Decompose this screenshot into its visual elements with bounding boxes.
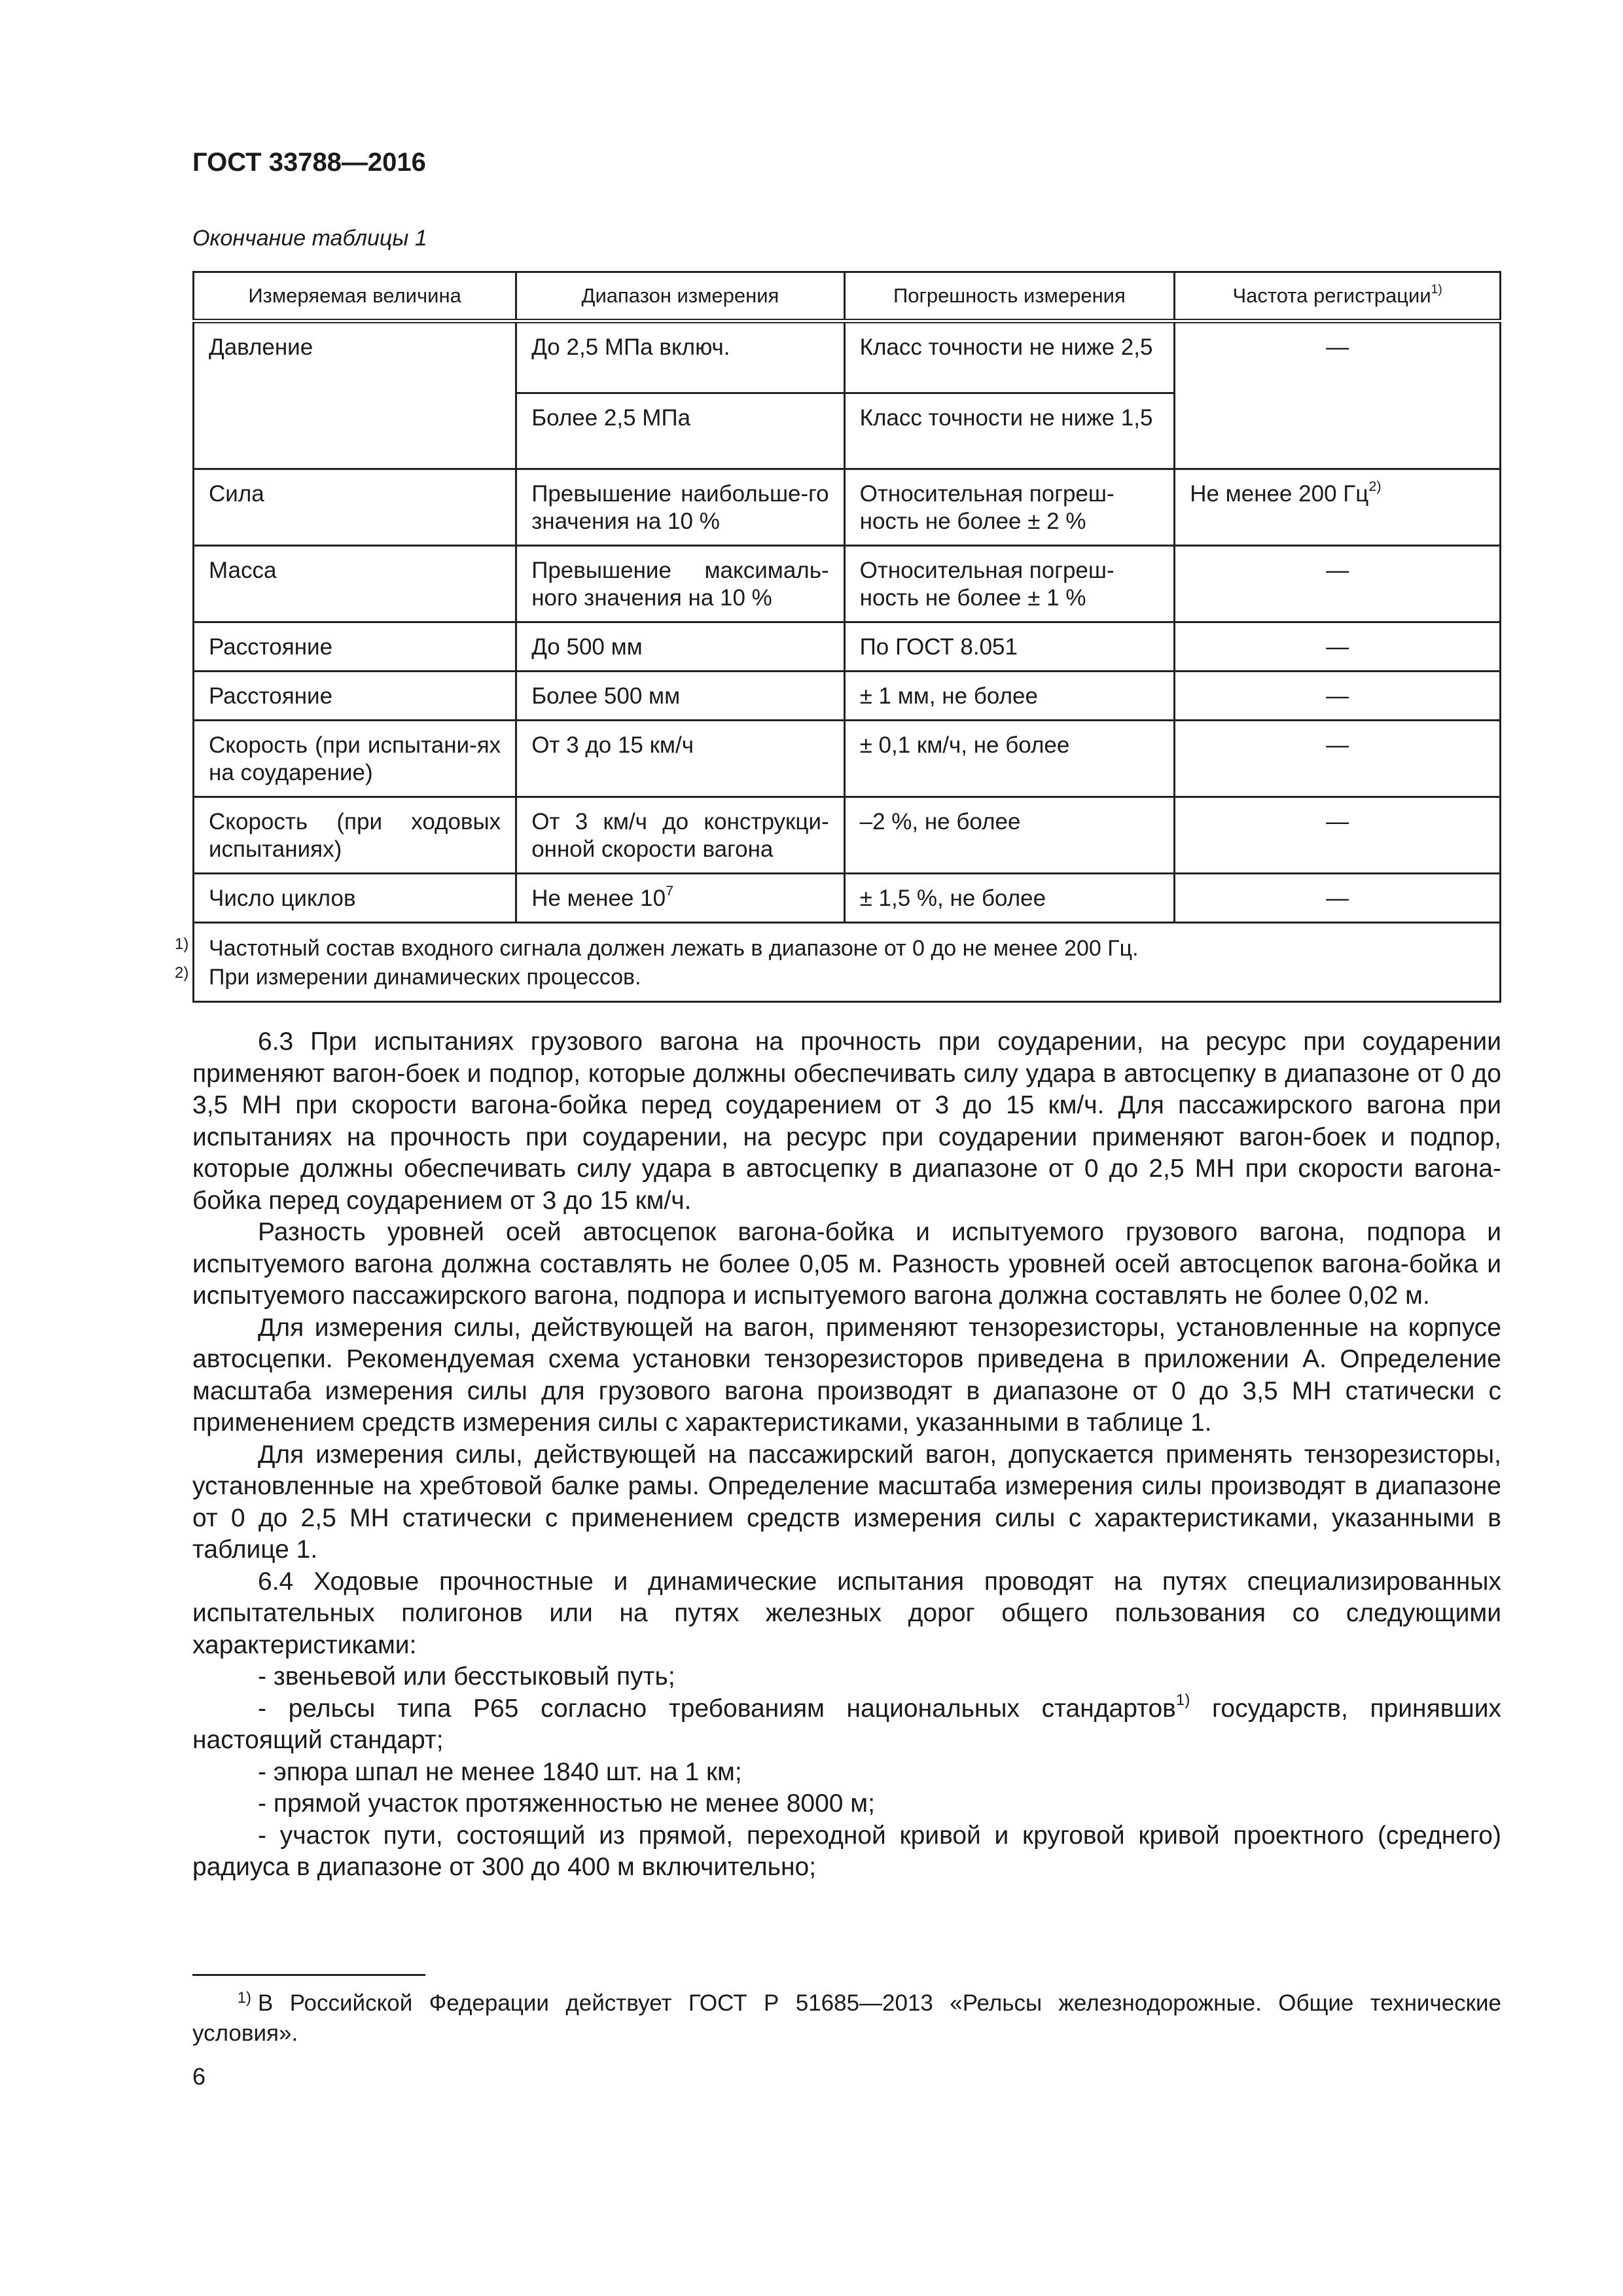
paragraph: Разность уровней осей автосцепок вагона-бойка и испытуемого грузового вагона, подпора и испытуемого вагона должна составлять не более 0,05 м. Разность уровней осей автосцепок вагона-бойка и испытуемого пассажирского вагона, подпора и испытуемого вагона должна составлять не более 0,02 м. [192,1218,1501,1310]
list-item-text: государств, принявших настоящий стандарт; [192,1694,1502,1754]
footnote-ref: 1) [1175,1691,1190,1709]
cell-range: До 2,5 МПа включ. [516,321,844,393]
page-number: 6 [192,2063,206,2090]
column-header: Погрешность измерения [844,272,1175,321]
footnote-text: В Российской Федерации действует ГОСТ Р 51685—2013 «Рельсы железнодорожные. Общие технические условия». [192,1990,1501,2046]
cell-quantity: Расстояние [194,622,516,672]
cell-frequency: — [1175,321,1501,469]
cell-quantity: Давление [194,321,516,469]
cell-frequency: — [1175,797,1501,874]
note-mark: 2) [175,964,189,982]
table-row [194,546,1501,622]
page-header-standard: ГОСТ 33788—2016 [192,148,426,177]
list-item [192,1693,1501,1757]
footnote-mark: 1) [237,1989,251,2007]
cell-frequency: — [1175,546,1501,622]
table-row [194,874,1501,923]
table-row [194,469,1501,546]
cell-frequency: — [1175,874,1501,923]
measurement-table [175,271,1501,1003]
table-header-row [194,272,1501,321]
cell-frequency: — [1175,721,1501,797]
footnote-ref: 2) [1368,478,1382,495]
list-item: - прямой участок протяженностью не менее 8000 м; [258,1789,875,1818]
list-item: - эпюра шпал не менее 1840 шт. на 1 км; [258,1757,742,1786]
cell-accuracy: Относительная погреш-ность не более ± 2 % [844,469,1175,546]
table-row [194,721,1501,797]
range-text: Не менее 10 [531,886,666,911]
column-header: Измеряемая величина [194,272,516,321]
cell-accuracy: ± 1,5 %, не более [844,874,1175,923]
note-mark: 1) [175,935,189,953]
cell-accuracy: Класс точности не ниже 1,5 [844,393,1175,469]
column-header-text: Частота регистрации [1232,284,1431,307]
cell-quantity: Скорость (при ходовых испытаниях) [194,797,516,874]
cell-accuracy: По ГОСТ 8.051 [844,622,1175,672]
list-item-text: - рельсы типа Р65 согласно требованиям национальных стандартов [258,1694,1176,1723]
body-text [192,1026,1501,1884]
column-header: Диапазон измерения [516,272,844,321]
page-footnote [192,1983,1501,2049]
table-caption: Окончание таблицы 1 [192,226,427,251]
cell-accuracy: –2 %, не более [844,797,1175,874]
table-notes-row [194,923,1501,1002]
cell-range: Превышение наибольше-го значения на 10 % [516,469,844,546]
cell-range: Более 500 мм [516,672,844,721]
cell-frequency [1175,469,1501,546]
cell-quantity: Масса [194,546,516,622]
cell-accuracy: ± 0,1 км/ч, не более [844,721,1175,797]
cell-range: Более 2,5 МПа [516,393,844,469]
note-text: Частотный состав входного сигнала должен лежать в диапазоне от 0 до не менее 200 Гц. [209,936,1139,961]
cell-range: От 3 до 15 км/ч [516,721,844,797]
exponent: 7 [666,882,674,899]
cell-quantity: Расстояние [194,672,516,721]
cell-range: Превышение максималь-ного значения на 10 % [516,546,844,622]
list-item: - участок пути, состоящий из прямой, переходной кривой и круговой кривой проектного (среднего) радиуса в диапазоне от 300 до 400 м включительно; [192,1821,1501,1881]
table-note [175,963,1485,992]
frequency-text: Не менее 200 Гц [1190,481,1369,507]
footnote-divider [192,1974,425,1976]
paragraph: 6.3 При испытаниях грузового вагона на прочность при соударении, на ресурс при соударении применяют вагон-боек и подпор, которые должны обеспечивать силу удара в автосцепку в диапазоне от 0 до 3,5 МН при скорости вагона-бойка перед соударением от 3 до 15 км/ч. Для пассажирского вагона при испытаниях на прочность при соударении, на ресурс при соударении применяют вагон-боек и подпор, которые должны обеспечивать силу удара в автосцепку в диапазоне от 0 до 2,5 МН при скорости вагона-бойка перед соударением от 3 до 15 км/ч. [192,1028,1501,1215]
table-row [194,321,1501,393]
table-row [194,797,1501,874]
cell-frequency: — [1175,622,1501,672]
table-notes [175,923,1501,1002]
footnote-ref: 1) [1431,282,1442,296]
list-item: - звеньевой или бесстыковый путь; [258,1662,675,1691]
cell-range [516,874,844,923]
note-text: При измерении динамических процессов. [209,965,641,990]
cell-range: От 3 км/ч до конструкци-онной скорости вагона [516,797,844,874]
column-header-frequency [1175,272,1501,321]
table-row [194,672,1501,721]
paragraph: 6.4 Ходовые прочностные и динамические испытания проводят на путях специализированных испытательных полигонов или на путях железных дорог общего пользования со следующими характеристиками: [192,1567,1501,1659]
paragraph: Для измерения силы, действующей на пассажирский вагон, допускается применять тензорезисторы, установленные на хребтовой балке рамы. Определение масштаба измерения силы производят в диапазоне от 0 до 2,5 МН статически с применением средств измерения силы с характеристиками, указанными в таблице 1. [192,1440,1501,1564]
cell-accuracy: ± 1 мм, не более [844,672,1175,721]
cell-quantity: Число циклов [194,874,516,923]
cell-accuracy: Относительная погреш-ность не более ± 1 % [844,546,1175,622]
cell-quantity: Сила [194,469,516,546]
table-note [175,934,1485,963]
cell-accuracy: Класс точности не ниже 2,5 [844,321,1175,393]
cell-range: До 500 мм [516,622,844,672]
paragraph: Для измерения силы, действующей на вагон, применяют тензорезисторы, установленные на корпусе автосцепки. Рекомендуемая схема установки тензорезисторов приведена в приложении А. Определение масштаба измерения силы для грузового вагона производят в диапазоне от 0 до 3,5 МН статически с применением средств измерения силы с характеристиками, указанными в таблице 1. [192,1313,1501,1437]
table-row [194,622,1501,672]
cell-quantity: Скорость (при испытани-ях на соударение) [194,721,516,797]
cell-frequency: — [1175,672,1501,721]
